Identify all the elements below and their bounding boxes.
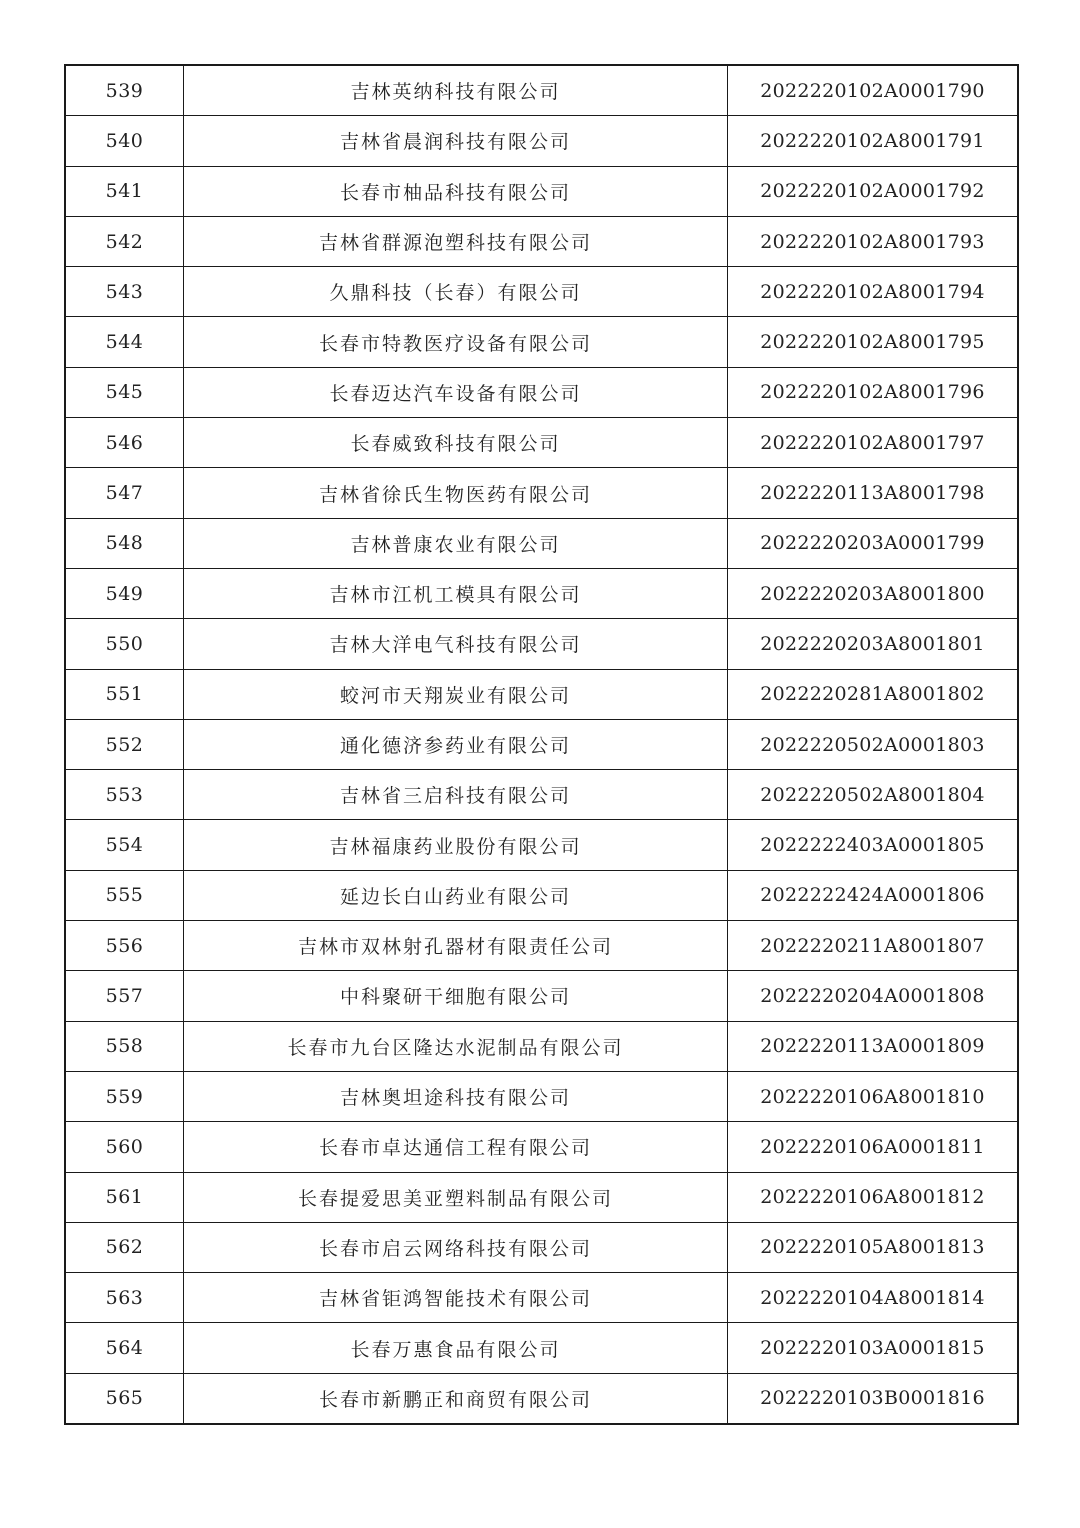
- company-name-cell: 吉林省三启科技有限公司: [184, 770, 728, 820]
- table-row: [65, 468, 1018, 518]
- company-name-cell: 延边长白山药业有限公司: [184, 870, 728, 920]
- registration-code-cell: 2022220204A0001808: [728, 971, 1019, 1021]
- table-row: [65, 1373, 1018, 1424]
- table-row: [65, 418, 1018, 468]
- registration-code-cell: 2022220102A0001790: [728, 65, 1019, 116]
- table-row: [65, 669, 1018, 719]
- company-name-cell: 长春市九台区隆达水泥制品有限公司: [184, 1021, 728, 1071]
- table-row: [65, 267, 1018, 317]
- table-row: [65, 166, 1018, 216]
- company-name-cell: 吉林市双林射孔器材有限责任公司: [184, 921, 728, 971]
- row-number-cell: 542: [65, 216, 184, 266]
- company-name-cell: 长春市启云网络科技有限公司: [184, 1222, 728, 1272]
- row-number-cell: 559: [65, 1071, 184, 1121]
- row-number-cell: 551: [65, 669, 184, 719]
- company-name-cell: 吉林英纳科技有限公司: [184, 65, 728, 116]
- registration-code-cell: 2022220106A8001810: [728, 1071, 1019, 1121]
- table-row: [65, 518, 1018, 568]
- company-name-cell: 吉林福康药业股份有限公司: [184, 820, 728, 870]
- row-number-cell: 563: [65, 1273, 184, 1323]
- table-row: [65, 1222, 1018, 1272]
- registration-code-cell: 2022220106A8001812: [728, 1172, 1019, 1222]
- registration-code-cell: 2022220281A8001802: [728, 669, 1019, 719]
- company-name-cell: 吉林市江机工模具有限公司: [184, 568, 728, 618]
- table-row: [65, 65, 1018, 116]
- registration-code-cell: 2022220105A8001813: [728, 1222, 1019, 1272]
- company-name-cell: 长春市特教医疗设备有限公司: [184, 317, 728, 367]
- table-row: [65, 921, 1018, 971]
- row-number-cell: 539: [65, 65, 184, 116]
- registration-code-cell: 2022220211A8001807: [728, 921, 1019, 971]
- company-name-cell: 长春万惠食品有限公司: [184, 1323, 728, 1373]
- company-name-cell: 长春威致科技有限公司: [184, 418, 728, 468]
- registration-code-cell: 2022220106A0001811: [728, 1122, 1019, 1172]
- table-row: [65, 1071, 1018, 1121]
- row-number-cell: 549: [65, 568, 184, 618]
- table-row: [65, 770, 1018, 820]
- registration-code-cell: 2022220102A8001797: [728, 418, 1019, 468]
- company-name-cell: 通化德济参药业有限公司: [184, 719, 728, 769]
- row-number-cell: 555: [65, 870, 184, 920]
- company-name-cell: 吉林省群源泡塑科技有限公司: [184, 216, 728, 266]
- row-number-cell: 560: [65, 1122, 184, 1172]
- row-number-cell: 562: [65, 1222, 184, 1272]
- table-row: [65, 1172, 1018, 1222]
- table-row: [65, 619, 1018, 669]
- row-number-cell: 550: [65, 619, 184, 669]
- row-number-cell: 546: [65, 418, 184, 468]
- row-number-cell: 556: [65, 921, 184, 971]
- row-number-cell: 561: [65, 1172, 184, 1222]
- table-row: [65, 1323, 1018, 1373]
- registration-code-cell: 2022220102A8001793: [728, 216, 1019, 266]
- company-name-cell: 吉林省徐氏生物医药有限公司: [184, 468, 728, 518]
- registration-code-cell: 2022220103A0001815: [728, 1323, 1019, 1373]
- company-name-cell: 久鼎科技（长春）有限公司: [184, 267, 728, 317]
- row-number-cell: 545: [65, 367, 184, 417]
- registration-code-cell: 2022220203A8001800: [728, 568, 1019, 618]
- table-body: [65, 65, 1018, 1424]
- registration-code-cell: 2022220113A8001798: [728, 468, 1019, 518]
- company-name-cell: 长春提爱思美亚塑料制品有限公司: [184, 1172, 728, 1222]
- row-number-cell: 544: [65, 317, 184, 367]
- row-number-cell: 543: [65, 267, 184, 317]
- company-name-cell: 吉林省晨润科技有限公司: [184, 116, 728, 166]
- company-name-cell: 蛟河市天翔炭业有限公司: [184, 669, 728, 719]
- registration-code-cell: 2022220102A8001796: [728, 367, 1019, 417]
- registration-code-cell: 2022220102A0001792: [728, 166, 1019, 216]
- company-name-cell: 长春迈达汽车设备有限公司: [184, 367, 728, 417]
- registration-code-cell: 2022220103B0001816: [728, 1373, 1019, 1424]
- company-name-cell: 吉林省钜鸿智能技术有限公司: [184, 1273, 728, 1323]
- row-number-cell: 554: [65, 820, 184, 870]
- table-row: [65, 1122, 1018, 1172]
- registration-code-cell: 2022222403A0001805: [728, 820, 1019, 870]
- company-registry-table: [64, 64, 1019, 1425]
- table-row: [65, 568, 1018, 618]
- company-name-cell: 吉林大洋电气科技有限公司: [184, 619, 728, 669]
- registration-code-cell: 2022220502A0001803: [728, 719, 1019, 769]
- company-name-cell: 吉林奥坦途科技有限公司: [184, 1071, 728, 1121]
- company-name-cell: 长春市卓达通信工程有限公司: [184, 1122, 728, 1172]
- row-number-cell: 558: [65, 1021, 184, 1071]
- table-row: [65, 1273, 1018, 1323]
- row-number-cell: 548: [65, 518, 184, 568]
- registration-code-cell: 2022220102A8001791: [728, 116, 1019, 166]
- company-name-cell: 长春市柚品科技有限公司: [184, 166, 728, 216]
- registration-code-cell: 2022222424A0001806: [728, 870, 1019, 920]
- table-row: [65, 317, 1018, 367]
- row-number-cell: 553: [65, 770, 184, 820]
- company-name-cell: 中科聚研干细胞有限公司: [184, 971, 728, 1021]
- registration-code-cell: 2022220203A0001799: [728, 518, 1019, 568]
- row-number-cell: 541: [65, 166, 184, 216]
- table-row: [65, 719, 1018, 769]
- registration-code-cell: 2022220104A8001814: [728, 1273, 1019, 1323]
- table-row: [65, 116, 1018, 166]
- table-row: [65, 820, 1018, 870]
- registration-code-cell: 2022220102A8001795: [728, 317, 1019, 367]
- registration-code-cell: 2022220203A8001801: [728, 619, 1019, 669]
- registration-code-cell: 2022220102A8001794: [728, 267, 1019, 317]
- row-number-cell: 564: [65, 1323, 184, 1373]
- table-row: [65, 1021, 1018, 1071]
- company-name-cell: 吉林普康农业有限公司: [184, 518, 728, 568]
- table-row: [65, 971, 1018, 1021]
- row-number-cell: 540: [65, 116, 184, 166]
- row-number-cell: 552: [65, 719, 184, 769]
- company-name-cell: 长春市新鹏正和商贸有限公司: [184, 1373, 728, 1424]
- row-number-cell: 547: [65, 468, 184, 518]
- row-number-cell: 565: [65, 1373, 184, 1424]
- registration-code-cell: 2022220502A8001804: [728, 770, 1019, 820]
- row-number-cell: 557: [65, 971, 184, 1021]
- registration-code-cell: 2022220113A0001809: [728, 1021, 1019, 1071]
- table-row: [65, 216, 1018, 266]
- table-row: [65, 870, 1018, 920]
- table-row: [65, 367, 1018, 417]
